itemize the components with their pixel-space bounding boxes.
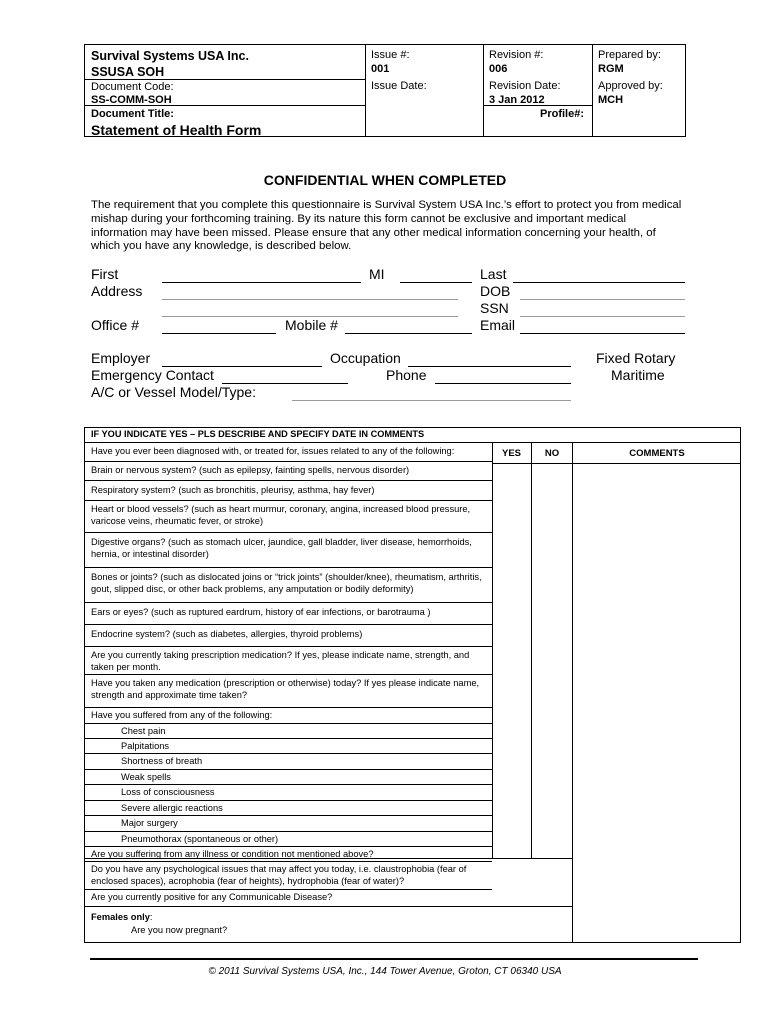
mi-label: MI — [369, 266, 385, 282]
intro-line: mishap during your forthcoming training. By its nature this form cannot be exclusive and important medical — [91, 212, 626, 225]
instruction-row: IF YOU INDICATE YES – PLS DESCRIBE AND SPECIFY DATE IN COMMENTS — [85, 428, 740, 443]
symptom-row: Loss of consciousness — [85, 785, 492, 801]
vessel-model-label: A/C or Vessel Model/Type: — [91, 384, 256, 400]
symptom-row: Weak spells — [85, 770, 492, 785]
symptom-row: Pneumothorax (spontaneous or other) — [85, 832, 492, 847]
address-field-line1[interactable] — [162, 299, 458, 300]
intro-line: which you have any knowledge, is described below. — [91, 240, 352, 253]
ssn-field[interactable] — [520, 316, 685, 317]
occupation-field[interactable] — [408, 366, 571, 367]
revision-no-label: Revision #: — [489, 49, 544, 61]
dob-field[interactable] — [520, 299, 685, 300]
question-row: Heart or blood vessels? (such as heart murmur, coronary, angina, increased blood pressure, varicose veins, rheumatic fever, or stroke) — [85, 501, 492, 533]
symptom-row: Severe allergic reactions — [85, 801, 492, 816]
emergency-contact-label: Emergency Contact — [91, 367, 214, 383]
address-label: Address — [91, 283, 143, 299]
footer-copyright: © 2011 Survival Systems USA, Inc., 144 Tower Avenue, Groton, CT 06340 USA — [208, 966, 562, 977]
prepared-by-label: Prepared by: — [598, 49, 661, 61]
maritime-option[interactable]: Maritime — [611, 367, 665, 383]
revision-date-value: 3 Jan 2012 — [489, 94, 545, 106]
ssn-label: SSN — [480, 300, 509, 316]
document-header — [84, 44, 686, 137]
mobile-label: Mobile # — [285, 317, 338, 333]
question-row: Bones or joints? (such as dislocated joins or “trick joints” (shoulder/knee), rheumatism, arthritis, gout, slipped disc, or other back problems, any amputation or bodily deformity) — [85, 568, 492, 603]
fixed-rotary-option[interactable]: Fixed Rotary — [596, 350, 676, 366]
employer-label: Employer — [91, 350, 151, 366]
females-only-colon: : — [149, 912, 153, 922]
phone-field[interactable] — [435, 383, 571, 384]
office-phone-label: Office # — [91, 317, 139, 333]
confidential-heading: CONFIDENTIAL WHEN COMPLETED — [263, 172, 507, 188]
doc-code-label: Document Code: — [91, 81, 174, 93]
email-label: Email — [480, 317, 516, 333]
office-phone-field[interactable] — [162, 333, 276, 334]
approved-by-label: Approved by: — [598, 80, 663, 92]
question-row: Are you suffering from any illness or condition not mentioned above? — [85, 847, 492, 862]
issue-no-value: 001 — [371, 63, 390, 75]
doc-title-label: Document Title: — [91, 108, 174, 120]
question-row: Are you currently positive for any Communicable Disease? — [91, 892, 333, 902]
symptom-row: Chest pain — [85, 724, 492, 739]
females-only-label: Females only — [91, 912, 150, 922]
mobile-field[interactable] — [345, 333, 472, 334]
comments-column-header: COMMENTS — [629, 448, 685, 459]
issue-no-label: Issue #: — [371, 49, 410, 61]
question-row: Ears or eyes? (such as ruptured eardrum, history of ear infections, or barotrauma ) — [85, 603, 492, 625]
no-column-header: NO — [544, 448, 560, 459]
question-row: Have you suffered from any of the following: — [85, 708, 492, 724]
health-questionnaire-table — [84, 427, 741, 943]
revision-date-label: Revision Date: — [489, 80, 561, 92]
question-row: Do you have any psychological issues that may affect you today, i.e. claustrophobia (fear of enclosed spaces), acrophobia (fear of heights), hydrophobia (fear of water)? — [85, 862, 492, 890]
symptom-row: Shortness of breath — [85, 754, 492, 770]
females-only-row — [85, 908, 492, 924]
email-field[interactable] — [520, 333, 685, 334]
approved-by-value: MCH — [598, 94, 624, 106]
issue-date-label: Issue Date: — [371, 80, 427, 92]
symptom-row: Palpitations — [85, 739, 492, 754]
first-name-field[interactable] — [162, 282, 361, 283]
mi-field[interactable] — [400, 282, 472, 283]
symptom-row: Major surgery — [85, 816, 492, 832]
question-row: Brain or nervous system? (such as epilepsy, fainting spells, nervous disorder) — [85, 462, 492, 481]
vessel-model-field[interactable] — [292, 400, 571, 401]
occupation-label: Occupation — [330, 350, 401, 366]
revision-no-value: 006 — [489, 63, 508, 75]
last-name-label: Last — [480, 266, 507, 282]
intro-line: information may have been missed. Please ensure that any other medical information concerning your health, of — [91, 226, 656, 239]
pregnant-question: Are you now pregnant? — [131, 925, 228, 935]
profile-label: Profile#: — [540, 108, 585, 120]
question-row: Digestive organs? (such as stomach ulcer, jaundice, gall bladder, liver disease, hemorrhoids, hernia, or intestinal disorder) — [85, 533, 492, 568]
company-name: Survival Systems USA Inc. — [91, 49, 249, 63]
intro-paragraph — [91, 199, 691, 254]
first-name-label: First — [91, 266, 119, 282]
prepared-by-value: RGM — [598, 63, 624, 75]
last-name-field[interactable] — [513, 282, 685, 283]
phone-label: Phone — [386, 367, 427, 383]
question-row: Are you currently taking prescription medication? If yes, please indicate name, strength, and taken per month. — [85, 647, 492, 675]
document-name: SSUSA SOH — [91, 65, 165, 79]
question-row: Have you taken any medication (prescription or otherwise) today? If yes please indicate name, strength and approximate time taken? — [85, 675, 492, 708]
question-row: Have you ever been diagnosed with, or treated for, issues related to any of the following: — [85, 443, 492, 462]
intro-line: The requirement that you complete this questionnaire is Survival System USA Inc.’s effort to protect you from medical — [91, 199, 682, 211]
doc-code-value: SS-COMM-SOH — [91, 94, 172, 106]
question-row: Endocrine system? (such as diabetes, allergies, thyroid problems) — [85, 625, 492, 647]
dob-label: DOB — [480, 283, 511, 299]
doc-title-value: Statement of Health Form — [91, 122, 262, 138]
footer-divider — [90, 958, 698, 960]
question-row: Respiratory system? (such as bronchitis, pleurisy, asthma, hay fever) — [85, 481, 492, 501]
yes-column-header: YES — [501, 448, 521, 459]
